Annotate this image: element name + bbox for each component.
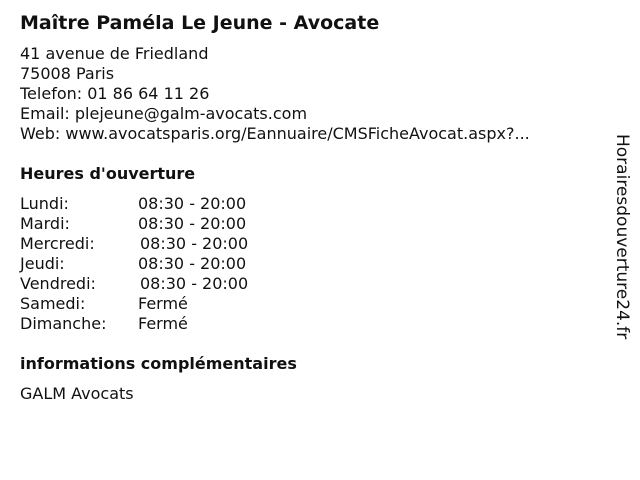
hours-row (20, 274, 600, 294)
address-street: 41 avenue de Friedland (20, 44, 209, 63)
hours-row (20, 314, 600, 334)
hours-table (20, 194, 600, 334)
hours-row (20, 294, 600, 314)
hours-time: 08:30 - 20:00 (138, 254, 247, 273)
hours-time: Fermé (138, 294, 188, 313)
email-line: Email: plejeune@galm-avocats.com (20, 104, 308, 123)
hours-day: Mardi: (20, 214, 70, 233)
hours-time: 08:30 - 20:00 (138, 214, 247, 233)
address-block (20, 44, 600, 144)
hours-time: 08:30 - 20:00 (140, 274, 249, 293)
side-watermark: Horairesdouverture24.fr (612, 134, 632, 340)
hours-row (20, 214, 600, 234)
hours-day: Samedi: (20, 294, 86, 313)
hours-row (20, 194, 600, 214)
hours-heading: Heures d'ouverture (20, 164, 196, 183)
info-text: GALM Avocats (20, 384, 134, 403)
hours-row (20, 234, 600, 254)
hours-day: Jeudi: (20, 254, 65, 273)
hours-time: 08:30 - 20:00 (138, 194, 247, 213)
web-line: Web: www.avocatsparis.org/Eannuaire/CMSFicheAvocat.aspx?... (20, 124, 530, 143)
hours-time: Fermé (138, 314, 188, 333)
address-city: 75008 Paris (20, 64, 115, 83)
hours-day: Vendredi: (20, 274, 96, 293)
info-heading: informations complémentaires (20, 354, 297, 373)
hours-time: 08:30 - 20:00 (140, 234, 249, 253)
hours-day: Mercredi: (20, 234, 95, 253)
phone-line: Telefon: 01 86 64 11 26 (20, 84, 210, 103)
business-card (20, 10, 600, 404)
page-title: Maître Paméla Le Jeune - Avocate (20, 12, 380, 34)
hours-day: Lundi: (20, 194, 69, 213)
hours-row (20, 254, 600, 274)
hours-day: Dimanche: (20, 314, 107, 333)
